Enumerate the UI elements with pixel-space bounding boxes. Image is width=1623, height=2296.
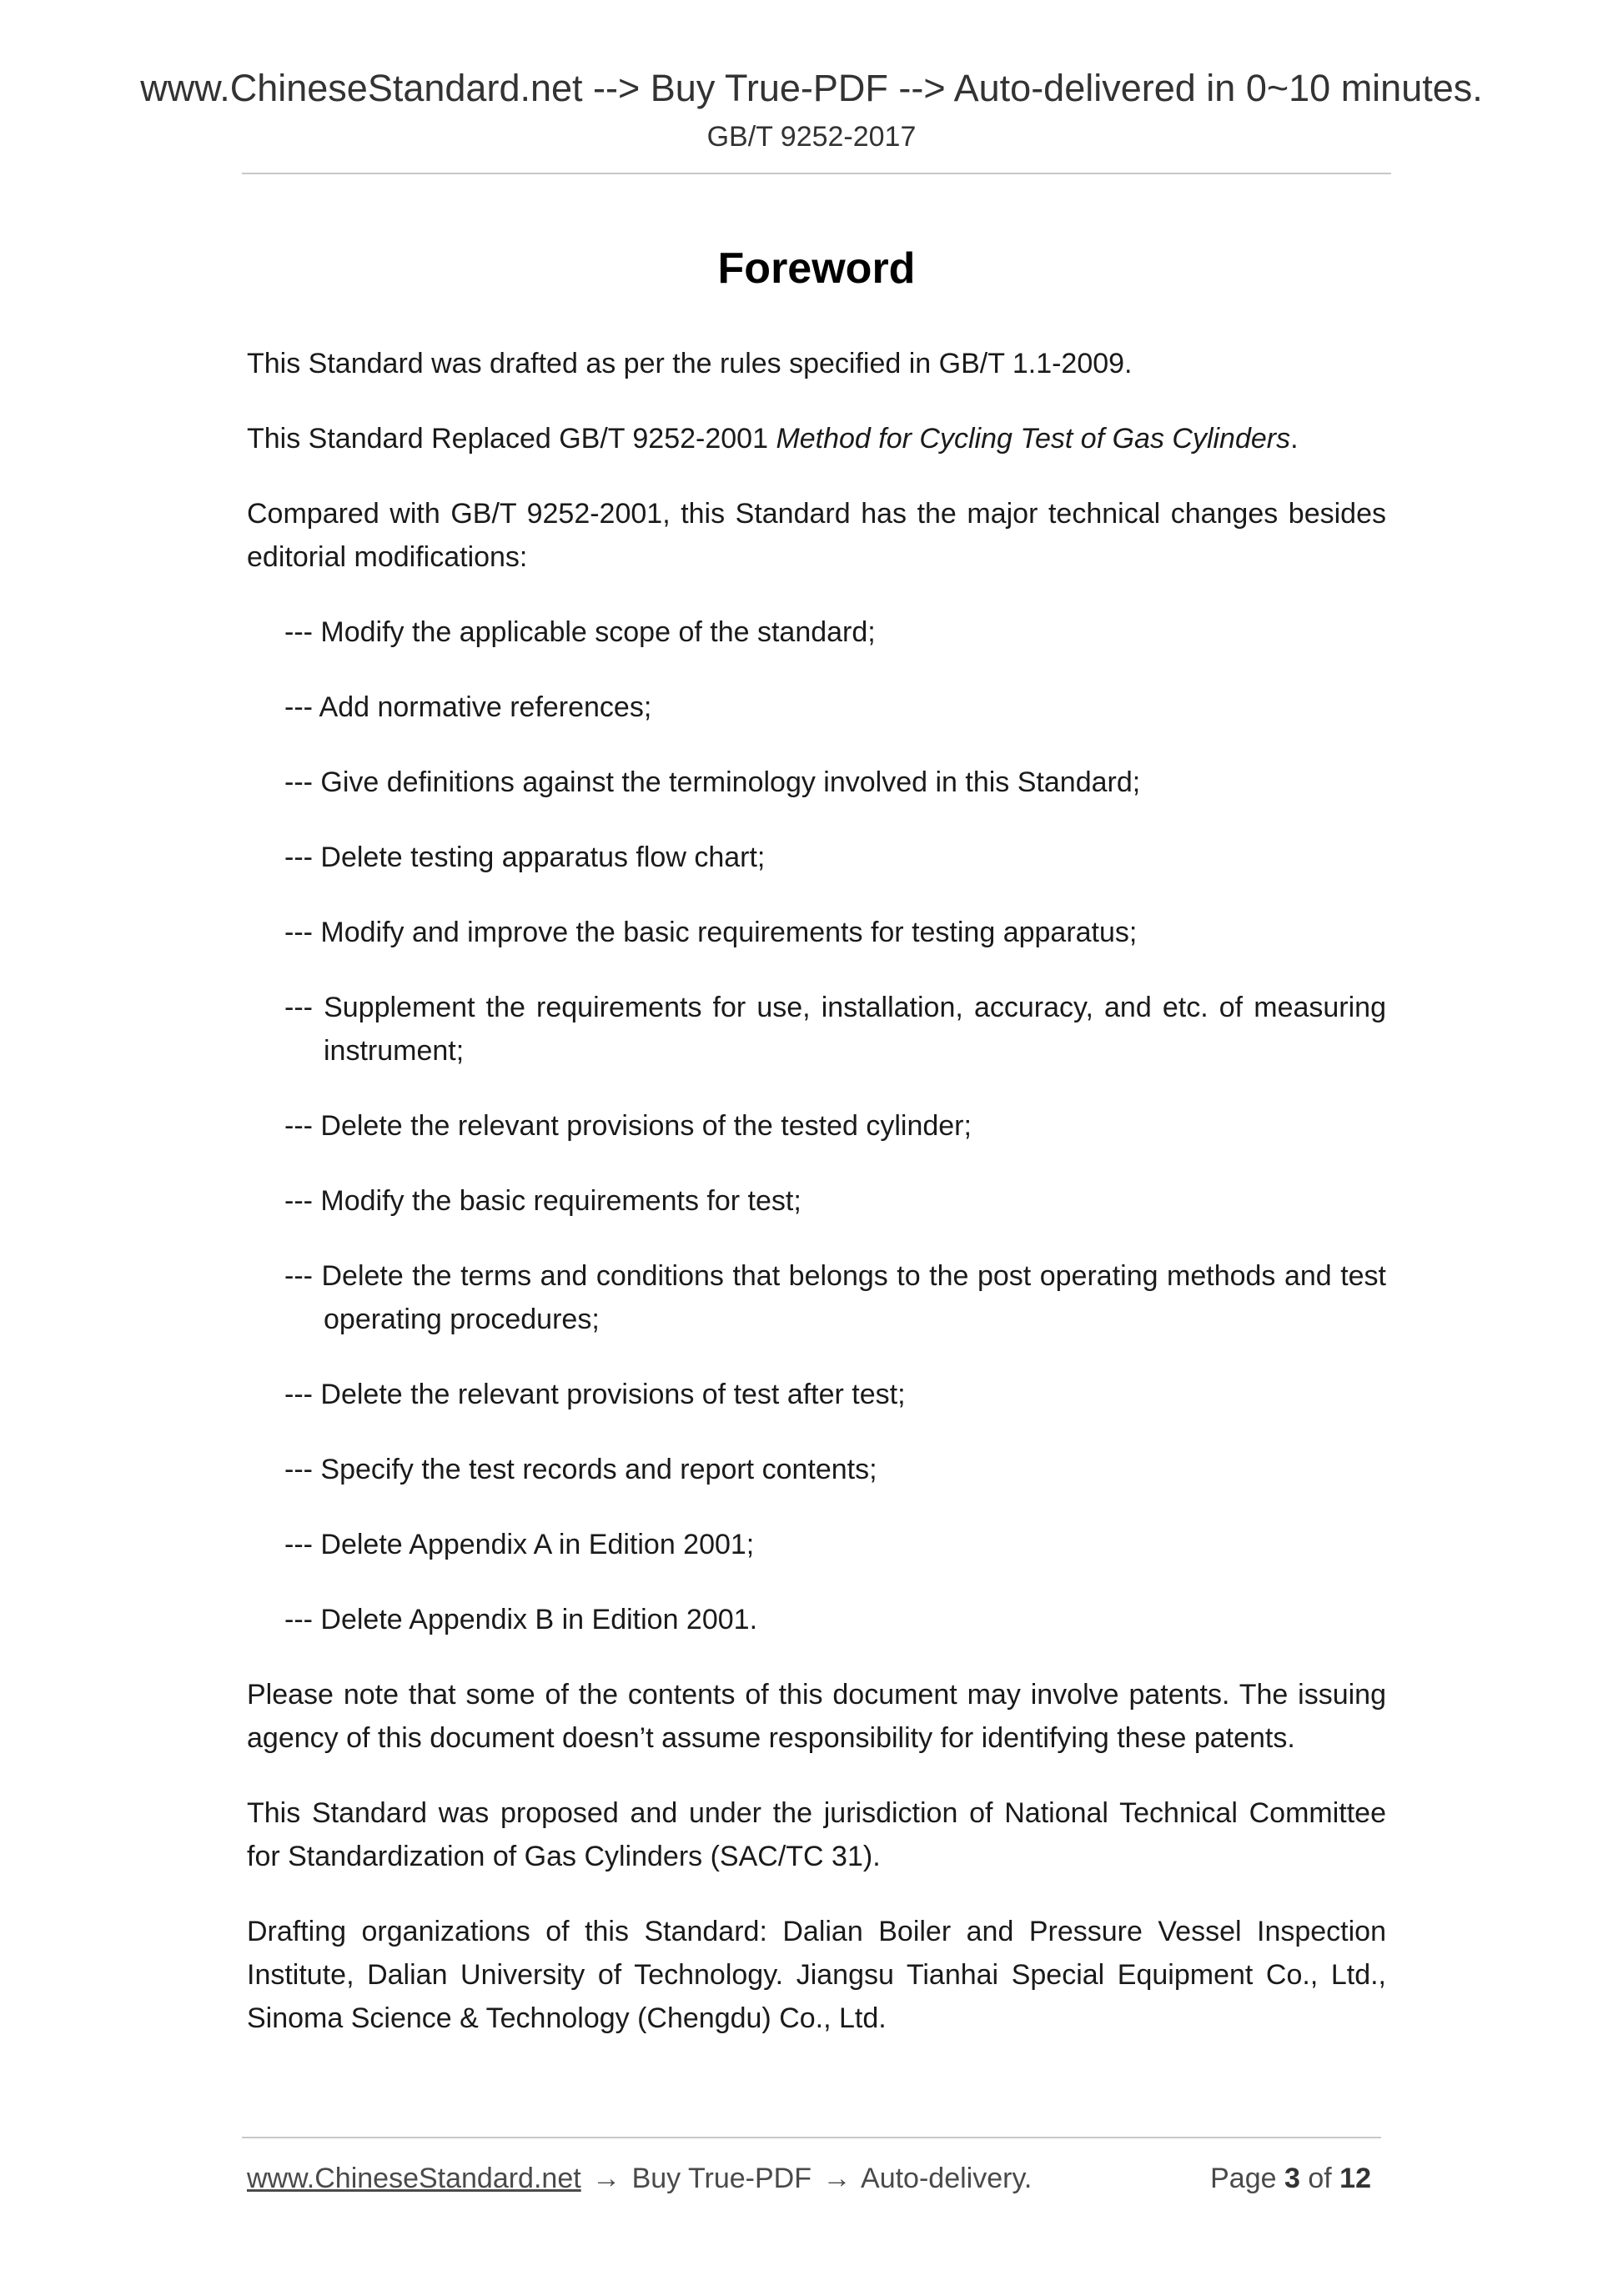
footer-delivery-text: Auto-delivery.: [861, 2163, 1033, 2194]
list-item: --- Modify and improve the basic requirements for testing apparatus;: [284, 917, 1138, 948]
total-page-count: 12: [1339, 2163, 1371, 2194]
list-item: --- Delete the relevant provisions of the tested cylinder;: [284, 1110, 972, 1142]
header-site-link[interactable]: www.ChineseStandard.net --> Buy True-PDF --> Auto-delivered in 0~10 minutes.: [140, 67, 1483, 109]
header-doc-code: GB/T 9252-2017: [706, 121, 917, 153]
footer-links: [247, 2155, 1032, 2202]
list-item: --- Delete Appendix A in Edition 2001;: [284, 1529, 755, 1560]
list-item: --- Add normative references;: [284, 691, 652, 723]
page-word: Page: [1210, 2163, 1277, 2194]
list-item: --- Give definitions against the terminology involved in this Standard;: [284, 766, 1141, 798]
replaced-standard-title: Method for Cycling Test of Gas Cylinders: [776, 423, 1291, 455]
list-item: --- Delete the relevant provisions of test after test;: [284, 1379, 906, 1410]
replacement-prefix: This Standard Replaced GB/T 9252-2001: [247, 423, 776, 455]
paragraph-jurisdiction: This Standard was proposed and under the jurisdiction of National Technical Committee for Standardization of Gas Cylinders (SAC/TC 31).: [247, 1797, 1386, 1872]
document-body: [247, 234, 1386, 2072]
current-page-number: 3: [1284, 2163, 1300, 2194]
footer-site-link[interactable]: www.ChineseStandard.net: [247, 2163, 581, 2194]
paragraph-replacement: [247, 417, 1386, 460]
paragraph-drafting-organizations: Drafting organizations of this Standard: Dalian Boiler and Pressure Vessel Inspection Institute, Dalian University of Technology. Jiangsu Tianhai Special Equipment Co., Ltd., Sinoma Science & Technology (Chengdu) Co., Ltd.: [247, 1916, 1386, 2034]
arrow-right-icon: →: [592, 2163, 621, 2194]
list-item: --- Supplement the requirements for use, installation, accuracy, and etc. of measuring instrument;: [284, 992, 1386, 1067]
list-item: --- Delete the terms and conditions that belongs to the post operating methods and test operating procedures;: [284, 1260, 1386, 1335]
arrow-right-icon: →: [822, 2163, 852, 2194]
changes-list: [247, 610, 1386, 1641]
of-word: of: [1308, 2163, 1332, 2194]
page-number: [1210, 2155, 1371, 2202]
paragraph-drafting-rules: This Standard was drafted as per the rules specified in GB/T 1.1-2009.: [247, 348, 1133, 379]
paragraph-comparison: Compared with GB/T 9252-2001, this Standard has the major technical changes besides editorial modifications:: [247, 498, 1386, 573]
page-header: [0, 65, 1623, 157]
list-item: --- Specify the test records and report contents;: [284, 1454, 877, 1485]
header-divider: [242, 173, 1391, 174]
page-footer: [247, 2155, 1381, 2202]
list-item: --- Modify the applicable scope of the standard;: [284, 616, 876, 648]
list-item: --- Delete testing apparatus flow chart;: [284, 842, 766, 873]
replacement-suffix: .: [1290, 423, 1299, 455]
list-item: --- Modify the basic requirements for test;: [284, 1185, 801, 1217]
page-title: Foreword: [717, 244, 916, 293]
paragraph-patents: Please note that some of the contents of this document may involve patents. The issuing agency of this document doesn’t assume responsibility for identifying these patents.: [247, 1679, 1386, 1754]
footer-divider: [242, 2137, 1381, 2138]
list-item: --- Delete Appendix B in Edition 2001.: [284, 1604, 758, 1635]
footer-buy-text: Buy True-PDF: [631, 2163, 812, 2194]
